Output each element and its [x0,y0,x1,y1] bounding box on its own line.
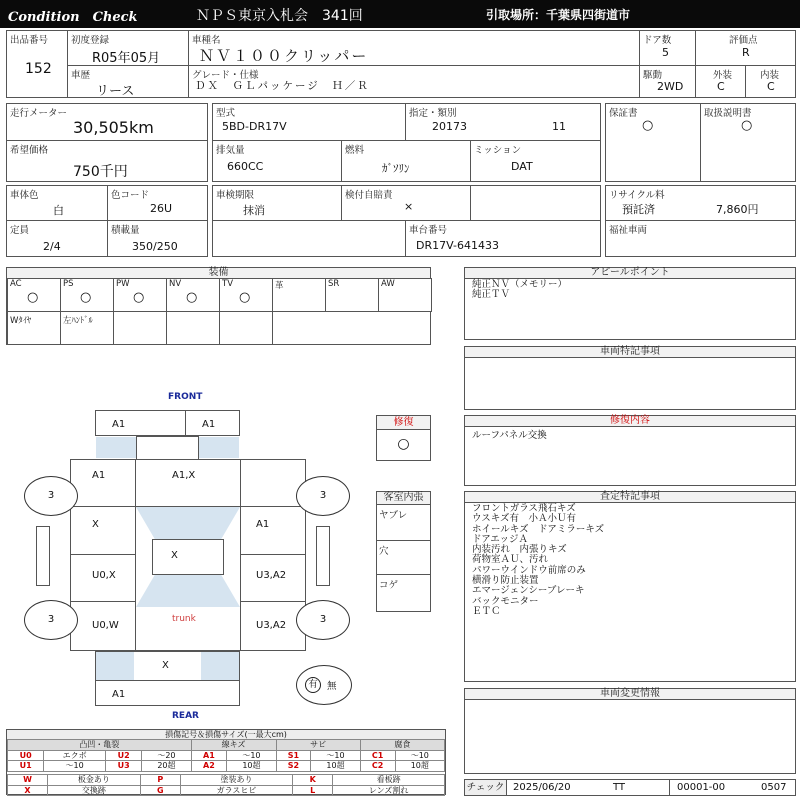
code-mid-left: X [92,519,99,530]
warranty: ○ [642,118,654,133]
drive-cell: 駆動 2WD [639,65,696,98]
equipment-item [7,278,61,312]
hood [135,459,241,507]
displacement: 660CC [227,160,264,173]
front-label: FRONT [168,392,203,402]
code-hood-left: A1 [92,470,106,481]
checker: TT [613,782,626,793]
welfare-cell: 福祉車両 [605,220,796,257]
insurance: × [404,200,414,213]
fuel-cell: 燃料 ｶﾞｿﾘﾝ [341,140,471,182]
equipment-extra-cell [60,311,114,345]
check-date: 2025/06/20 [513,782,571,793]
inspection-note-line: 荷物室ＡＵ、汚れ [472,554,549,566]
code-rear-bumper: A1 [112,689,126,700]
mission: DAT [511,160,533,173]
cc-cell: 排気量 660CC [212,140,342,182]
drive-type: 2WD [657,80,684,93]
chassis-cell: 車台番号 DR17V-641433 [405,220,601,257]
model-cell: 車種名 ＮＶ１００クリッパー [188,30,640,66]
trunk-label: trunk [172,614,196,624]
special-notes-block: 車両特記事項 [464,346,796,410]
inspection-note-line: ホイールキズ ドアミラーキズ [472,523,605,535]
equipment-label: AW [381,279,395,289]
inspection-notes-list [472,504,604,617]
interior-item: ヤブレ [379,510,408,521]
auction-name: ＮＰＳ東京入札会 341回 [196,8,363,24]
spare-none: 無 [327,681,337,692]
body-color: 白 [53,204,64,217]
equipment-item [166,278,220,312]
class-a: 20173 [432,120,467,133]
model-name: ＮＶ１００クリッパー [199,47,369,65]
roof [152,539,224,575]
code-front-left: A1 [112,419,126,430]
color-cell: 車体色 白 [6,185,108,221]
equipment-label: 革 [275,281,284,291]
grade-cell: グレード・仕様 ＤＸ ＧＬパッケージ Ｈ／Ｒ [188,65,640,98]
inspection-notes-block: 査定特記事項 フロントガラス飛石キズ ウスキズ有 小Ａ小Ｕ有 ホイールキズ ドアミラーキズ ドアエッジＡ 内装汚れ 内張りキズ 荷物室ＡＵ、汚れ パワーウインドウ前席のみ 横滑り防止装置 エマージェンシーブレーキ バックモニター ＥＴＣ [464,491,796,682]
score: R [742,46,750,59]
interior-cell: 内装 C [745,65,796,98]
code-rear-center: X [162,660,169,671]
sheet-title: Condition Check [8,10,138,25]
score-cell: 評価点 R [695,30,796,66]
equipment-extra-label: 左ﾊﾝﾄﾞﾙ [63,316,93,326]
spare-yes: 有 [305,677,321,693]
code-trunk-left: U0,W [92,620,119,631]
load-cell: 積載量 350/250 [107,220,208,257]
code-mid-right: A1 [256,519,270,530]
fuel: ｶﾞｿﾘﾝ [382,162,410,175]
capacity-cell: 定員 2/4 [6,220,108,257]
equipment-label: NV [169,279,182,289]
front-left-fender [70,459,136,507]
registration-date: R05年05月 [92,51,161,66]
rear-label: REAR [172,711,199,721]
load-capacity: 350/250 [132,240,178,253]
color-code-cell: 色コード 26U [107,185,208,221]
manual: ○ [741,118,753,133]
recycle-status: 預託済 [622,203,655,216]
equipment-item [219,278,273,312]
equipment-item [325,278,379,312]
inspection-note-line: パワーウインドウ前席のみ [472,564,586,576]
legend-extra-table: W 板金あり P 塗装あり K 看板跡 X 交換跡 G ガラスヒビ L レンズ割れ [7,774,445,796]
price: 750千円 [73,164,128,180]
legend-block: 損傷記号＆損傷サイズ(一最大cm) [6,729,446,795]
warranty-cell: 保証書 ○ [605,103,701,182]
equipment-extra-label: Wﾀｲﾔ [10,316,32,326]
lot-number: 152 [25,61,52,77]
blank-cell-2 [212,220,406,257]
repair-block: 修復 ○ [376,415,431,461]
capacity: 2/4 [43,240,61,253]
door-count: 5 [662,46,669,59]
code-front-right: A1 [202,419,216,430]
legend-table: 凸凹・亀裂 線キズ サビ 腐食 U0 エクボ U2 〜20 A1 〜10 S1 〜10 C1 〜10 U1 〜10 U3 20超 A2 10超 S2 10超 C2 10超 [7,739,445,772]
equipment-value: ○ [133,290,145,305]
inspection-note-line: 横滑り防止装置 [472,575,539,587]
price-cell: 希望価格 750千円 [6,140,208,182]
equipment-extra-cell [113,311,167,345]
grade: ＤＸ ＧＬパッケージ Ｈ／Ｒ [195,80,370,92]
appeal-line: 純正ＮＶ（メモリー） [472,279,568,290]
mileage-cell: 走行メーター 30,505km [6,103,208,141]
left-mirror [36,526,50,586]
footer-code-2: 0507 [761,782,787,793]
reg-cell: 初度登録 R05年05月 [67,30,189,66]
code-rear-left: U0,X [92,570,116,581]
door-cell: ドア数 5 [639,30,696,66]
changes-block: 車両変更情報 [464,688,796,774]
history-cell: 車歴 リース [67,65,189,98]
chassis-number: DR17V-641433 [416,239,499,252]
inspection-note-line: 内装汚れ 内張りキズ [472,544,567,556]
right-mirror [316,526,330,586]
footer-code-1: 00001-00 [677,782,726,793]
footer-bar [464,779,796,796]
class-cell: 指定・類別 20173 11 [405,103,601,141]
header-bar [0,0,800,28]
type-cell: 型式 5BD-DR17V [212,103,406,141]
blank-cell-1 [470,185,601,221]
recycle-cell: リサイクル料 預託済 7,860円 [605,185,796,221]
equipment-label: PS [63,279,74,289]
code-hood-center: A1,X [172,470,196,481]
repair-value: ○ [397,436,410,452]
equipment-value: ○ [239,290,251,305]
code-trunk-right: U3,A2 [256,620,287,631]
spare-tire [296,665,352,705]
inspection-note-line: ウスキズ有 小Ａ小Ｕ有 [472,513,577,525]
equipment-extra-cell [7,311,61,345]
manual-cell: 取扱説明書 ○ [700,103,796,182]
appeal-block: アピールポイント 純正ＮＶ（メモリー） 純正ＴＶ [464,267,796,340]
inspection-note-line: バックモニター [472,595,539,607]
car-history: リース [96,84,135,99]
interior-item: 穴 [379,546,389,557]
equipment-label: AC [10,279,22,289]
equipment-block: 装備 [6,267,431,345]
appeal-line: 純正ＴＶ [472,289,511,300]
mileage: 30,505km [73,118,154,137]
equipment-value: ○ [80,290,92,305]
repair-content: ルーフパネル交換 [472,430,547,441]
inspection-note-line: エマージェンシーブレーキ [472,585,585,597]
repair-content-block: 修復内容 ルーフパネル交換 [464,415,796,486]
equipment-extra-cell [166,311,220,345]
mission-cell: ミッション DAT [470,140,601,182]
inspection-note-line: ドアエッジＡ [472,533,529,545]
model-type: 5BD-DR17V [222,120,287,133]
inspection-expiry: 抹消 [243,204,265,217]
lot-cell: 出品番号 152 [6,30,68,98]
equipment-value: ○ [27,290,39,305]
recycle-fee: 7,860円 [716,203,759,216]
tire-rear-left: 3 [24,600,78,640]
code-rear-right: U3,A2 [256,570,287,581]
tire-rear-right: 3 [296,600,350,640]
exterior-cell: 外装 C [695,65,746,98]
inspection-cell: 車検期限 抹消 [212,185,342,221]
equipment-item [378,278,432,312]
tire-front-right: 3 [296,476,350,516]
color-code: 26U [150,202,173,215]
check-label: チェック [465,780,507,795]
interior-grade: C [767,80,775,93]
inspection-note-line: ＥＴＣ [472,605,501,617]
equipment-label: TV [222,279,234,289]
equipment-label: PW [116,279,130,289]
right-front-door [240,506,306,555]
pickup-location: 引取場所：千葉県四街道市 [486,8,631,22]
interior-item: コゲ [379,580,399,591]
exterior-grade: C [717,80,725,93]
equipment-item [272,278,326,312]
equipment-item [113,278,167,312]
equipment-value: ○ [186,290,198,305]
class-b: 11 [552,120,566,133]
interior-lining-block: 客室内張 ヤブレ 穴 コゲ [376,491,431,612]
code-roof: X [171,550,178,561]
insurance-cell: 検付自賠責 × [341,185,471,221]
equipment-extra-cell [219,311,273,345]
tire-front-left: 3 [24,476,78,516]
left-front-door [70,506,136,555]
equipment-label: SR [328,279,340,289]
inspection-note-line: フロントガラス飛石キズ [472,503,576,514]
equipment-item [60,278,114,312]
